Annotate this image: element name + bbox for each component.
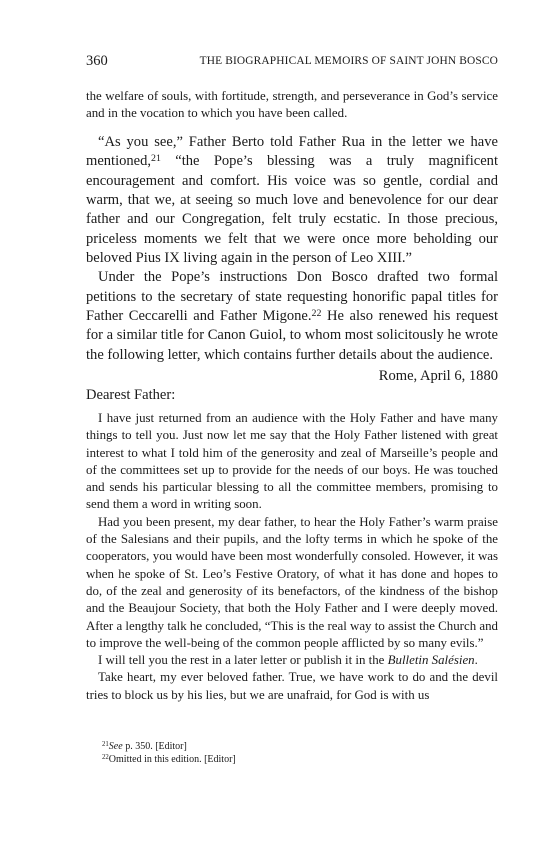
letter-heading-block — [86, 367, 498, 406]
intro-paragraph: the welfare of souls, with fortitude, strength, and perseverance in God’s service and in the vocation to which you have been called. — [86, 89, 498, 121]
paragraph-petitions — [86, 268, 498, 365]
bulletin-salesien-title: Bulletin Salésien — [387, 653, 475, 668]
letter-salutation: Dearest Father: — [86, 387, 176, 404]
letter-paragraph-4: Take heart, my ever beloved father. True, we have work to do and the devil tries to block us by his lies, but we are unafraid, for God is with us — [86, 670, 498, 702]
footnote-italic: See — [108, 741, 123, 752]
narrative-block — [86, 133, 498, 365]
footnote-text: Omitted in this edition. [Editor] — [108, 754, 236, 765]
footnote-ref-21: 21 — [151, 153, 161, 165]
page-number: 360 — [86, 53, 108, 69]
letter-dateline: Rome, April 6, 1880 — [378, 368, 498, 384]
footnote-22 — [102, 753, 236, 766]
running-header — [86, 53, 498, 73]
intro-paragraph-block — [86, 88, 498, 123]
letter-paragraph-3-end: . — [474, 653, 478, 668]
letter-paragraph-3-text: I will tell you the rest in a later letter or publish it in the — [98, 653, 388, 668]
letter-paragraph-1: I have just returned from an audience with the Holy Father and have many things to tell you. Just now let me say that the Holy Father listened with great interest to what I told him of the generosity and zeal of Marseille’s people and of the committees set up to provide for the needs of our boys. He was touched and sends his particular blessing to all the committee members, promising to send them a word in writing soon. — [86, 411, 498, 512]
footnote-number: 21 — [102, 741, 109, 749]
footnote-number: 22 — [102, 754, 109, 762]
paragraph-berto-quote — [86, 133, 498, 268]
paragraph-berto-quote-b: “the Pope’s blessing was a truly magnificent encouragement and comfort. His voice was so gentle, cordial and warm, that we, at seeing so much love and benevolence for our dear father and our Congregation, felt truly ecstatic. In those precious, priceless moments we felt that we were once more beholding our beloved Pius IX living again in the person of Leo XIII.” — [86, 153, 498, 267]
footnote-ref-22: 22 — [311, 307, 322, 319]
footnote-text: p. 350. [Editor] — [122, 741, 187, 752]
letter-paragraph-3 — [86, 652, 498, 669]
paragraph-berto-quote-a: “As you see,” Father Berto told Father Rua in the letter we have mentioned, — [86, 134, 498, 170]
running-title: THE BIOGRAPHICAL MEMOIRS OF SAINT JOHN BOSCO — [199, 55, 498, 67]
paragraph-petitions-a: Under the Pope’s instructions Don Bosco drafted two formal petitions to the secretary of state requesting honorific papal titles for Father Ceccarelli and Father Migone. — [86, 269, 498, 325]
letter-body — [86, 410, 498, 704]
paragraph-petitions-b: He also renewed his request for a similar title for Canon Guiol, to whom most solicitously he wrote the following letter, which contains further details about the audience. — [86, 308, 498, 363]
letter-paragraph-2: Had you been present, my dear father, to hear the Holy Father’s warm praise of the Salesians and their pupils, and the lofty terms in which he spoke of the cooperators, you would have been most wonderfully consoled. However, it was when he spoke of St. Leo’s Festive Oratory, of what it has done and hopes to do, of the zeal and generosity of its benefactors, of the kindness of the bishop and the Beaujour Society, that both the Holy Father and I were deeply moved. After a lengthy talk he concluded, “This is the real way to assist the Church and to improve the well-being of the common people afflicted by so many evils.” — [86, 514, 498, 650]
footnote-21 — [102, 740, 187, 753]
